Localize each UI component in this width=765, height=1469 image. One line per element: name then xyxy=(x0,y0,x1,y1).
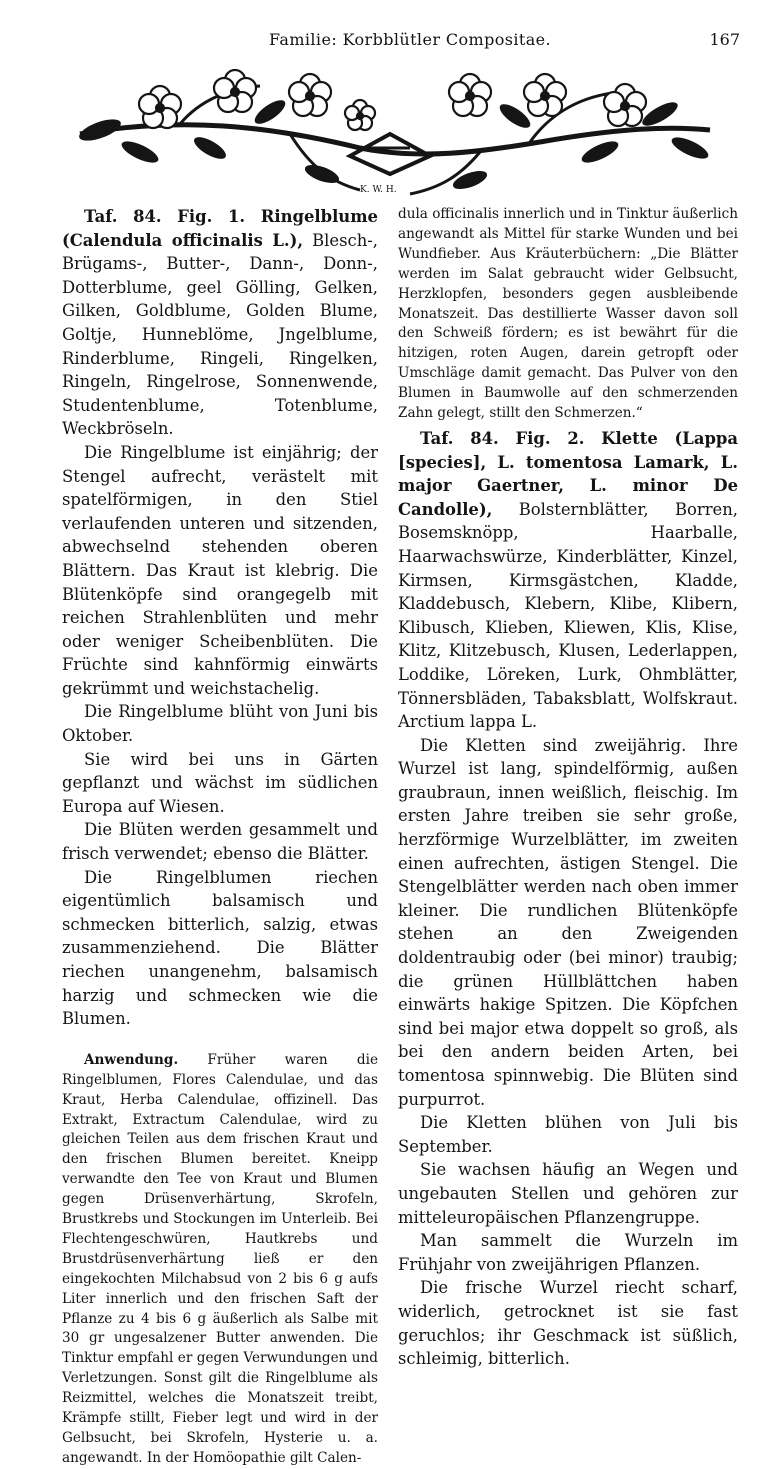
entry-ringelblume xyxy=(62,205,378,441)
page-number: 167 xyxy=(709,30,740,49)
left-column xyxy=(62,205,378,1469)
running-title: Familie: Korbblütler Compositae. xyxy=(268,30,552,49)
paragraph: Die Ringelblume ist einjährig; der Stengel aufrecht, verästelt mit spatelförmigen, in den Stiel verlaufenden unteren und sitzenden, abwechselnd stehenden oberen Blättern. Das Kraut ist klebrig. Die Blütenköpfe sind orangegelb mit reichen Strahlenblüten und mehr oder weniger Scheibenblüten. Die Früchte sind kahnförmig einwärts gekrümmt und weichstachelig. xyxy=(62,442,378,698)
running-header xyxy=(60,30,740,52)
paragraph: Man sammelt die Wurzeln im Frühjahr von zweijährigen Pflanzen. xyxy=(398,1231,738,1274)
paragraph: Die Blüten werden gesammelt und frisch verwendet; ebenso die Blätter. xyxy=(62,820,378,864)
paragraph: Die Ringelblume blüht von Juni bis Oktober. xyxy=(62,702,378,746)
monogram: K. W. H. xyxy=(360,185,397,195)
usage-note xyxy=(62,1051,378,1469)
entry-head: Taf. 84. Fig. 1. Ringelblume (Calendula officinalis L.), xyxy=(62,207,378,250)
floral-ornament xyxy=(60,56,720,204)
entry-klette xyxy=(398,427,738,734)
entry-head: Taf. 84. Fig. 2. Klette (Lappa [species], L. tomentosa Lamark, L. major Gaertner, L. minor De Candolle), xyxy=(398,428,738,519)
paragraph: Sie wird bei uns in Gärten gepflanzt und wächst im südlichen Europa auf Wiesen. xyxy=(62,749,378,816)
note-label: Anwendung. xyxy=(84,1051,179,1068)
paragraph: Die Kletten sind zweijährig. Ihre Wurzel ist lang, spindelförmig, außen graubraun, innen weißlich, fleischig. Im ersten Jahre treiben sie sehr große, herzförmige Wurzelblätter, im zweiten einen aufrechten, ästigen Stengel. Die Stengelblätter werden nach oben immer kleiner. Die rundlichen Blütenköpfe stehen an den Zweigenden doldentraubig oder (bei minor) traubig; die grünen Hüllblättchen haben einwärts hakige Spitzen. Die Köpfchen sind bei major etwa doppelt so groß, als bei den andern beiden Arten, bei tomentosa spinnwebig. Die Blüten sind purpurrot. xyxy=(398,735,738,1109)
paragraph: Sie wachsen häufig an Wegen und ungebauten Stellen und gehören zur mitteleuropäischen Pflanzengruppe. xyxy=(398,1160,738,1227)
paragraph: Die Ringelblumen riechen eigentümlich balsamisch und schmecken bitterlich, salzig, etwas zusammenziehend. Die Blätter riechen unangenehm, balsamisch harzig und schmecken wie die Blumen. xyxy=(62,867,378,1029)
entry-names: Blesch-, Brügams-, Butter-, Dann-, Donn-, Dotterblume, geel Gölling, Gelken, Gilken, Goldblume, Golden Blume, Goltje, Hunneblöme, Jngelblume, Rinderblume, Ringeli, Ringelken, Ringeln, Ringelrose, Sonnenwende, Studentenblume, Totenblume, Weckbröseln. xyxy=(62,230,379,439)
note-text: Früher waren die Ringelblumen, Flores Calendulae, und das Kraut, Herba Calendulae, offizinell. Das Extrakt, Extractum Calendulae, wird zu gleichen Teilen aus dem frischen Kraut und den frischen Blumen bereitet. Kneipp verwandte den Tee von Kraut und Blumen gegen Drüsenverhärtung, Skrofeln, Brustkrebs und Stockungen im Unterleib. Bei Flechtengeschwüren, Hautkrebs und Brustdrüsenverhärtung ließ er den eingekochten Milchabsud von 2 bis 6 g aufs Liter innerlich und den frischen Saft der Pflanze zu 4 bis 6 g äußerlich als Salbe mit 30 gr ungesalzener Butter anwenden. Die Tinktur empfahl er gegen Verwundungen und Verletzungen. Sonst gilt die Ringelblume als Reizmittel, welches die Monatszeit treibt, Krämpfe stillt, Fieber legt und wird in der Gelbsucht, bei Skrofeln, Hysterie u. a. angewandt. In der Homöopathie gilt Calen- xyxy=(62,1051,378,1466)
right-column xyxy=(398,205,738,1371)
entry-names: Bolsternblätter, Borren, Bosemsknöpp, Haarballe, Haarwachswürze, Kinderblätter, Kinzel, Kirmsen, Kirmsgästchen, Kladde, Kladdebusch, Klebern, Klibe, Klibern, Klibusch, Klieben, Kliewen, Klis, Klise, Klitz, Klitzebusch, Klusen, Lederlappen, Loddike, Löreken, Lurk, Ohmblätter, Tönnersbläden, Tabaksblatt, Wolfskraut. Arctium lappa L. xyxy=(398,499,738,732)
usage-note-continued: dula officinalis innerlich und in Tinktur äußerlich angewandt als Mittel für starke Wunden und bei Wundfieber. Aus Kräuterbüchern: „Die Blätter werden im Salat gebraucht wider Gelbsucht, Herzklopfen, besonders gegen ausbleibende Monatszeit. Das destillierte Wasser davon soll den Schweiß fördern; es ist bewährt für die hitzigen, roten Augen, darein getropft oder Umschläge damit gemacht. Das Pulver von den Blumen in Baumwolle auf den schmerzenden Zahn gelegt, stillt den Schmerzen.“ xyxy=(398,206,738,422)
paragraph: Die Kletten blühen von Juli bis September. xyxy=(398,1113,738,1156)
paragraph: Die frische Wurzel riecht scharf, widerlich, getrocknet ist sie fast geruchlos; ihr Geschmack ist süßlich, schleimig, bitterlich. xyxy=(398,1278,738,1369)
